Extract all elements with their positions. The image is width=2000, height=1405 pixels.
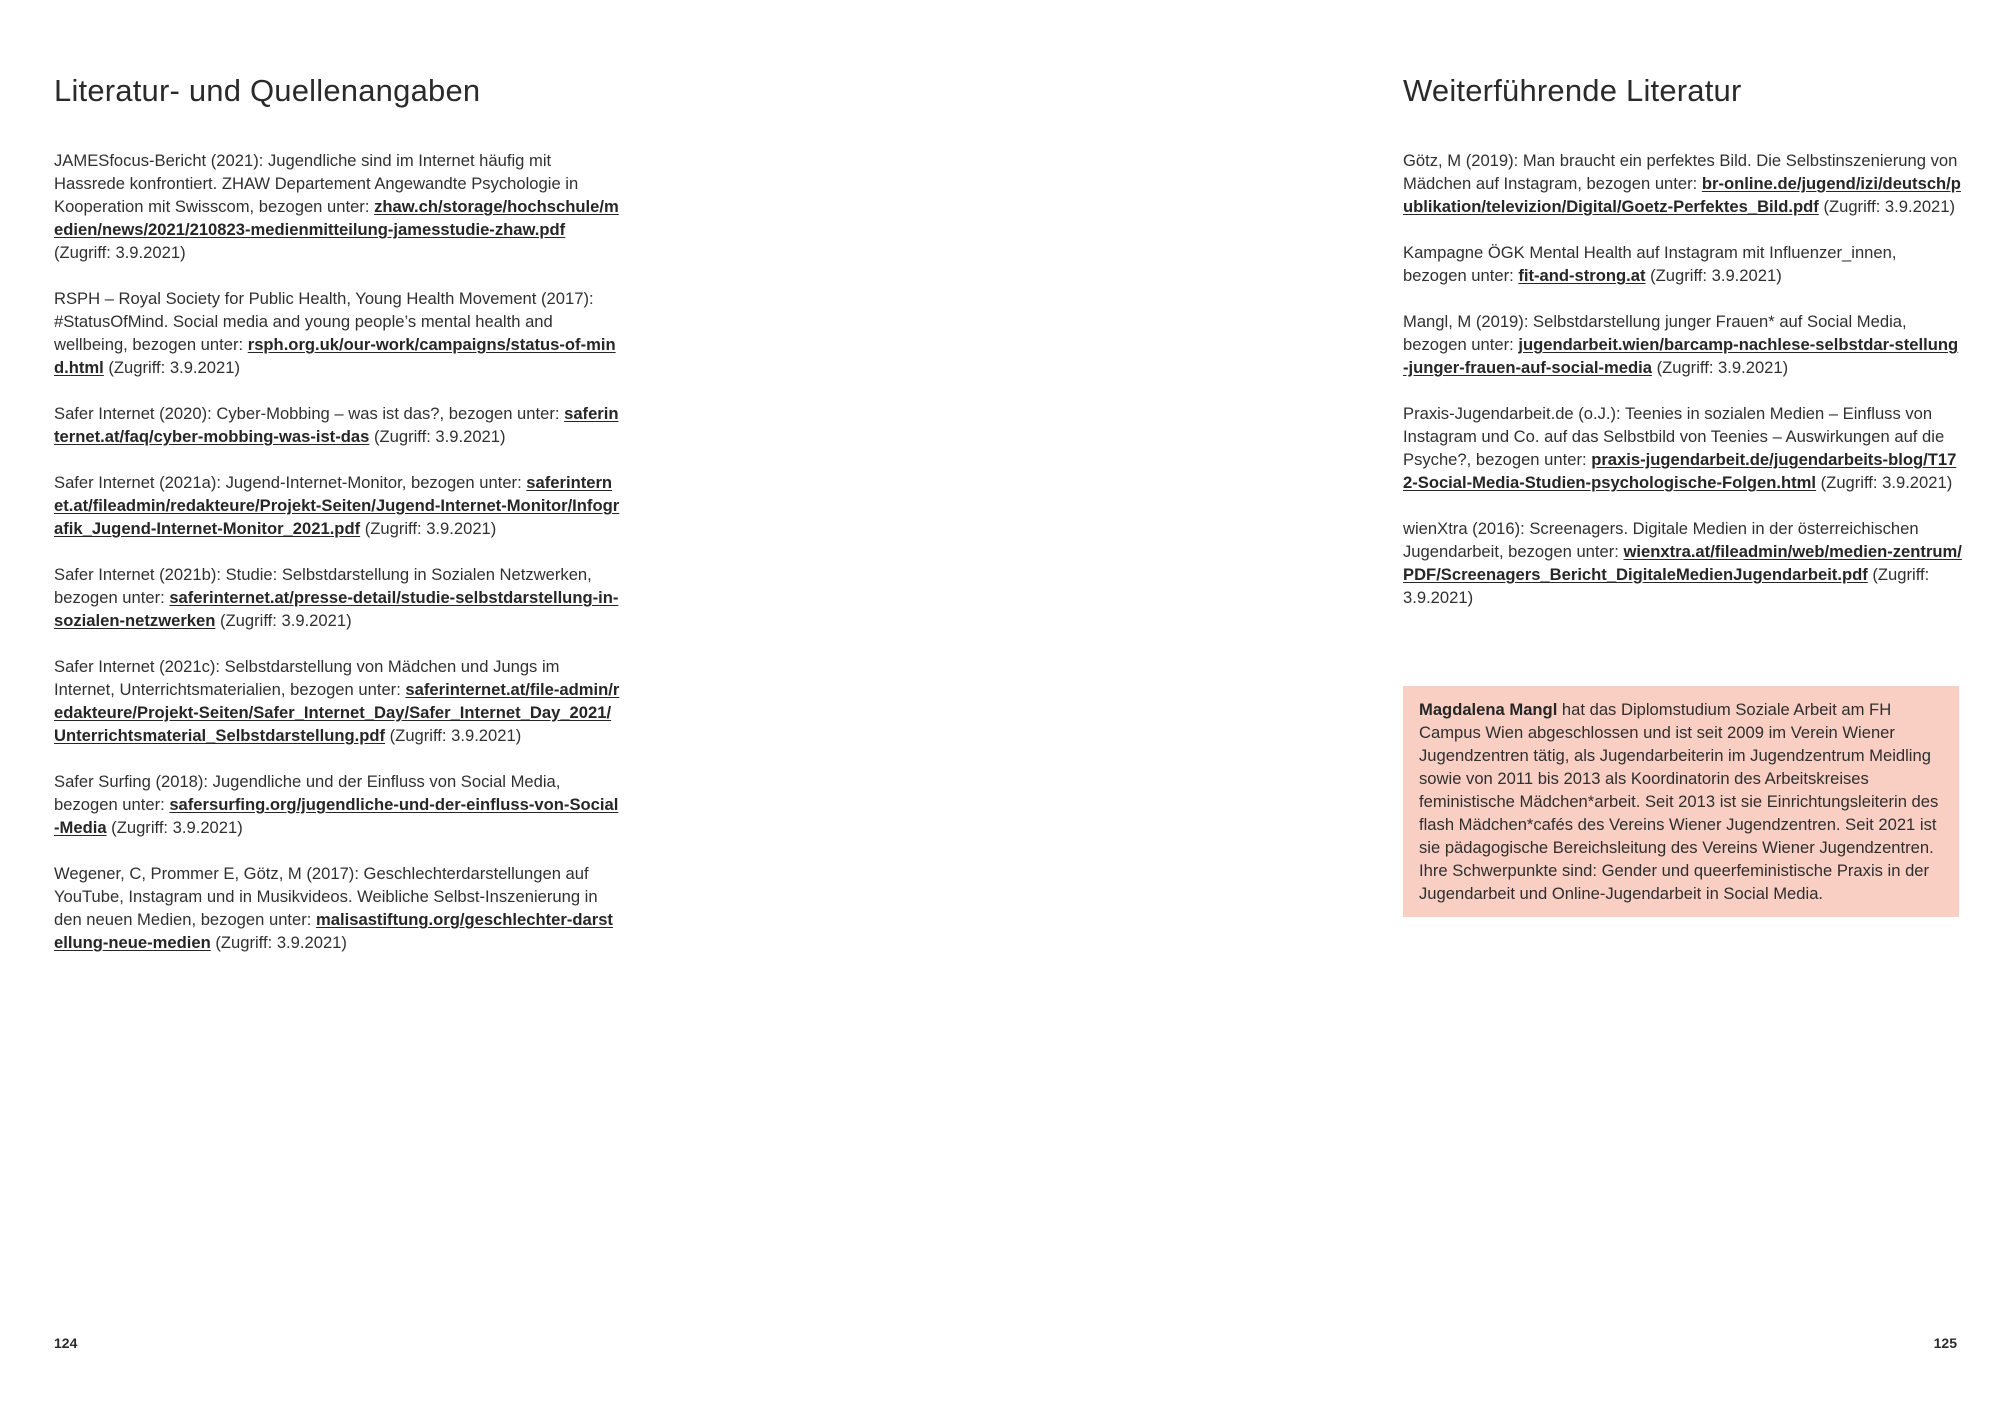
- reference-text: Safer Internet (2021c): Selbstdarstellung von Mädchen und Jungs im Internet, Unterrichtsmaterialien, bezogen unter:: [54, 657, 560, 699]
- page-number-right: 125: [1933, 1335, 1957, 1351]
- right-page-heading: Weiterführende Literatur: [1403, 73, 1742, 108]
- reference-access-date: (Zugriff: 3.9.2021): [360, 519, 497, 538]
- author-bio-box: [1403, 686, 1959, 917]
- reference-access-date: (Zugriff: 3.9.2021): [54, 243, 186, 262]
- reference-item: [54, 770, 620, 839]
- reference-text: Mangl, M (2019): Selbstdarstellung junger Frauen* auf Social Media, bezogen unter:: [1403, 312, 1907, 354]
- reference-item: [1403, 517, 1963, 609]
- reference-text: Kampagne ÖGK Mental Health auf Instagram mit Influenzer_innen, bezogen unter:: [1403, 243, 1897, 285]
- reference-item: [1403, 149, 1963, 218]
- reference-access-date: (Zugriff: 3.9.2021): [103, 358, 240, 377]
- reference-link[interactable]: fit-and-strong.at: [1518, 266, 1646, 285]
- reference-link[interactable]: saferinternet.at/file-admin/redakteure/Projekt-Seiten/Safer_Internet_Day/Safer_Internet_Day_2021/Unterrichtsmaterial_Selbstdarstellung.pdf: [54, 680, 620, 745]
- reference-link[interactable]: malisastiftung.org/geschlechter-darstellung-neue-medien: [54, 910, 613, 952]
- reference-access-date: (Zugriff: 3.9.2021): [106, 818, 243, 837]
- reference-access-date: (Zugriff: 3.9.2021): [1403, 565, 1930, 607]
- reference-item: [54, 563, 620, 632]
- reference-list-right: [1403, 149, 1963, 632]
- reference-link[interactable]: safersurfing.org/jugendliche-und-der-einfluss-von-Social-Media: [54, 795, 619, 837]
- reference-link[interactable]: jugendarbeit.wien/barcamp-nachlese-selbstdar-stellung-junger-frauen-auf-social-media: [1403, 335, 1959, 377]
- reference-item: [1403, 310, 1963, 379]
- reference-access-date: (Zugriff: 3.9.2021): [1651, 358, 1789, 377]
- reference-text: Safer Internet (2020): Cyber-Mobbing – was ist das?, bezogen unter:: [54, 404, 565, 423]
- reference-link[interactable]: br-online.de/jugend/izi/deutsch/publikation/televizion/Digital/Goetz-Perfektes_Bild.pdf: [1403, 174, 1961, 216]
- author-name: Magdalena Mangl: [1419, 700, 1558, 719]
- reference-item: [54, 402, 620, 448]
- reference-item: [54, 655, 620, 747]
- reference-text: JAMESfocus-Bericht (2021): Jugendliche sind im Internet häufig mit Hassrede konfrontiert. ZHAW Departement Angewandte Psychologie in Kooperation mit Swisscom, bezogen unter:: [54, 151, 579, 216]
- reference-text: Götz, M (2019): Man braucht ein perfektes Bild. Die Selbstinszenierung von Mädchen auf Instagram, bezogen unter:: [1403, 151, 1958, 193]
- reference-text: Safer Internet (2021b): Studie: Selbstdarstellung in Sozialen Netzwerken, bezogen unter:: [54, 565, 592, 607]
- right-page: [1000, 0, 2000, 1405]
- reference-access-date: (Zugriff: 3.9.2021): [1645, 266, 1782, 285]
- page-number-left: 124: [54, 1335, 78, 1351]
- reference-list-left: [54, 149, 620, 977]
- reference-item: [54, 149, 620, 264]
- reference-link[interactable]: praxis-jugendarbeit.de/jugendarbeits-blog/T172-Social-Media-Studien-psychologische-Folgen.html: [1403, 450, 1957, 492]
- reference-item: [54, 862, 620, 954]
- reference-link[interactable]: saferinternet.at/fileadmin/redakteure/Projekt-Seiten/Jugend-Internet-Monitor/Infografik_Jugend-Internet-Monitor_2021.pdf: [54, 473, 620, 538]
- reference-access-date: (Zugriff: 3.9.2021): [210, 933, 347, 952]
- reference-link[interactable]: rsph.org.uk/our-work/campaigns/status-of-mind.html: [54, 335, 616, 377]
- left-page-heading: Literatur- und Quellenangaben: [54, 73, 481, 108]
- reference-link[interactable]: wienxtra.at/fileadmin/web/medien-zentrum/PDF/Screenagers_Bericht_DigitaleMedienJugendarbeit.pdf: [1403, 542, 1962, 584]
- reference-text: wienXtra (2016): Screenagers. Digitale Medien in der österreichischen Jugendarbeit, bezogen unter:: [1403, 519, 1919, 561]
- reference-text: Wegener, C, Prommer E, Götz, M (2017): Geschlechterdarstellungen auf YouTube, Instagram und in Musikvideos. Weibliche Selbst-Inszenierung in den neuen Medien, bezogen unter:: [54, 864, 598, 929]
- author-bio-text: hat das Diplomstudium Soziale Arbeit am FH Campus Wien abgeschlossen und ist seit 2009 im Verein Wiener Jugendzentren tätig, als Jugendarbeiterin im Jugendzentrum Meidling sowie von 2011 bis 2013 als Koordinatorin des Arbeitskreises feministische Mädchen*arbeit. Seit 2013 ist sie Einrichtungsleiterin des flash Mädchen*cafés des Vereins Wiener Jugendzentren. Seit 2021 ist sie pädagogische Bereichsleitung des Vereins Wiener Jugendzentren. Ihre Schwerpunkte sind: Gender und queerfeministische Praxis in der Jugendarbeit und Online-Jugendarbeit in Social Media.: [1419, 700, 1939, 903]
- reference-item: [1403, 402, 1963, 494]
- reference-access-date: (Zugriff: 3.9.2021): [369, 427, 506, 446]
- reference-access-date: (Zugriff: 3.9.2021): [385, 726, 522, 745]
- reference-link[interactable]: zhaw.ch/storage/hochschule/medien/news/2021/210823-medienmitteilung-jamesstudie-zhaw.pdf: [54, 197, 619, 239]
- reference-access-date: (Zugriff: 3.9.2021): [1818, 197, 1956, 216]
- reference-access-date: (Zugriff: 3.9.2021): [1816, 473, 1953, 492]
- reference-item: [54, 287, 620, 379]
- reference-link[interactable]: saferinternet.at/presse-detail/studie-selbstdarstellung-in-sozialen-netzwerken: [54, 588, 619, 630]
- reference-text: Safer Surfing (2018): Jugendliche und der Einfluss von Social Media, bezogen unter:: [54, 772, 561, 814]
- reference-link[interactable]: saferinternet.at/faq/cyber-mobbing-was-ist-das: [54, 404, 619, 446]
- reference-access-date: (Zugriff: 3.9.2021): [215, 611, 352, 630]
- reference-item: [54, 471, 620, 540]
- reference-item: [1403, 241, 1963, 287]
- reference-text: Safer Internet (2021a): Jugend-Internet-Monitor, bezogen unter:: [54, 473, 527, 492]
- reference-text: RSPH – Royal Society for Public Health, Young Health Movement (2017): #StatusOfMind. Social media and young people’s mental health and wellbeing, bezogen unter:: [54, 289, 594, 354]
- reference-text: Praxis-Jugendarbeit.de (o.J.): Teenies in sozialen Medien – Einfluss von Instagram und Co. auf das Selbstbild von Teenies – Auswirkungen auf die Psyche?, bezogen unter:: [1403, 404, 1945, 469]
